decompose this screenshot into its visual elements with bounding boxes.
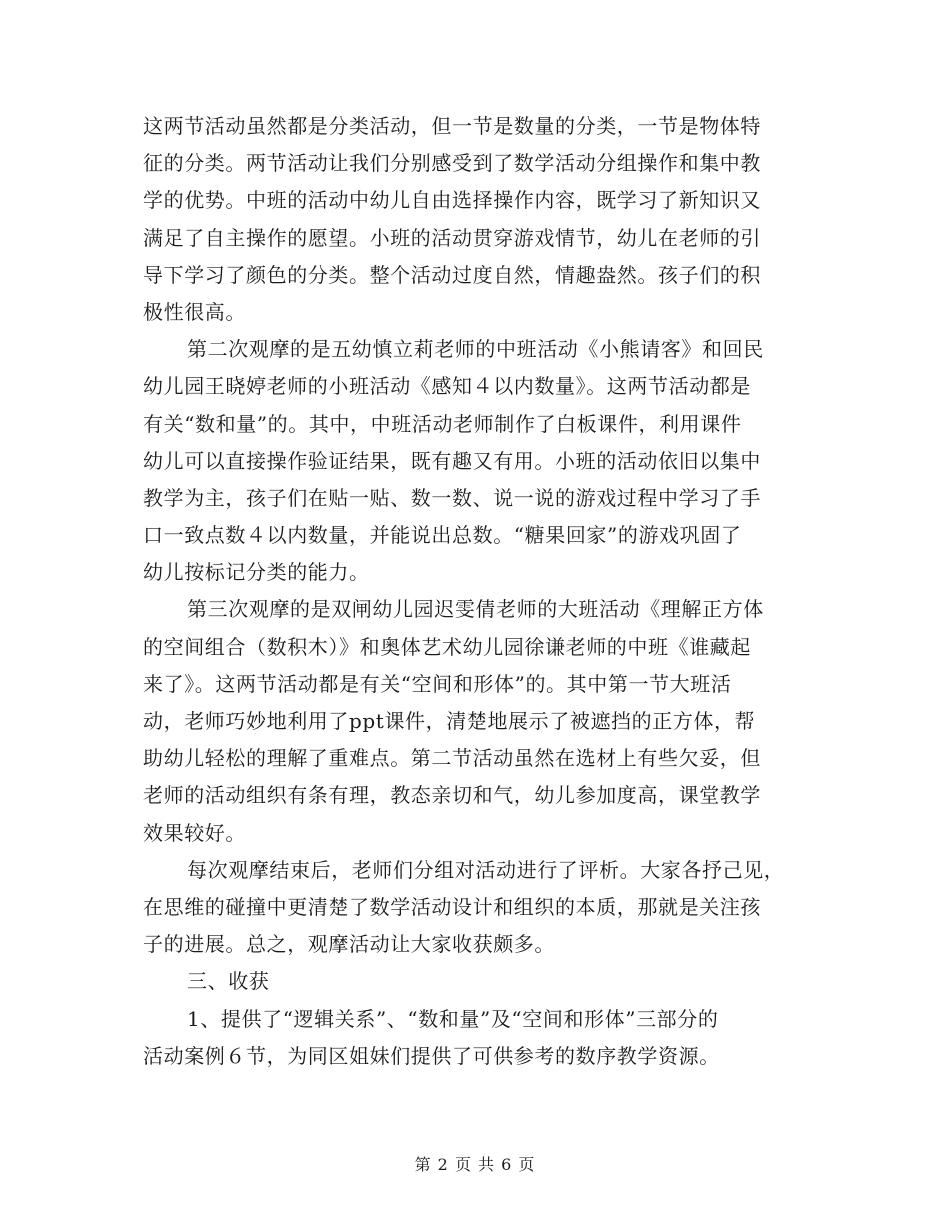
text-line: 第二次观摩的是五幼慎立莉老师的中班活动《小熊请客》和回民 xyxy=(187,337,764,362)
text-line: 极性很高。 xyxy=(143,299,246,324)
text-line: 这两节活动虽然都是分类活动，但一节是数量的分类，一节是物体特 xyxy=(143,114,761,138)
text-line: 幼儿园王晓婷老师的小班活动《感知４以内数量》。这两节活动都是 xyxy=(143,374,751,399)
text-line: 在思维的碰撞中更清楚了数学活动设计和组织的本质，那就是关注孩 xyxy=(143,894,761,919)
text-line: 第三次观摩的是双闸幼儿园迟雯倩老师的大班活动《理解正方体 xyxy=(187,597,764,622)
text-line: 三、收获 xyxy=(187,969,270,994)
document-body xyxy=(143,108,813,1075)
text-line: 子的进展。总之，观摩活动让大家收获颇多。 xyxy=(143,932,555,957)
text-line: 每次观摩结束后，老师们分组对活动进行了评析。大家各抒己见， xyxy=(187,857,785,882)
text-line: 幼儿可以直接操作验证结果，既有趣又有用。小班的活动依旧以集中 xyxy=(143,448,761,473)
text-line: 助幼儿轻松的理解了重难点。第二节活动虽然在选材上有些欠妥，但 xyxy=(143,746,761,771)
text-line: 的空间组合（数积木）》和奥体艺术幼儿园徐谦老师的中班《谁藏起 xyxy=(143,634,751,659)
text-line: 学的优势。中班的活动中幼儿自由选择操作内容，既学习了新知识又 xyxy=(143,188,761,213)
page-footer: 第 2 页 共 6 页 xyxy=(414,1155,536,1174)
text-line: 老师的活动组织有条有理，教态亲切和气，幼儿参加度高，课堂教学 xyxy=(143,783,761,808)
text-line: 1、提供了“逻辑关系”、“数和量”及“空间和形体”三部分的 xyxy=(187,1006,719,1031)
text-line: 幼儿按标记分类的能力。 xyxy=(143,560,370,585)
text-line: 口一致点数４以内数量，并能说出总数。“糖果回家”的游戏巩固了 xyxy=(143,523,742,548)
text-line: 导下学习了颜色的分类。整个活动过度自然，情趣盎然。孩子们的积 xyxy=(143,262,761,287)
text-line: 来了》。这两节活动都是有关“空间和形体”的。其中第一节大班活 xyxy=(143,671,732,696)
text-line: 效果较好。 xyxy=(143,820,246,845)
text-line: 满足了自主操作的愿望。小班的活动贯穿游戏情节，幼儿在老师的引 xyxy=(143,225,761,250)
text-line: 征的分类。两节活动让我们分别感受到了数学活动分组操作和集中教 xyxy=(143,151,761,176)
text-line: 有关“数和量”的。其中，中班活动老师制作了白板课件，利用课件 xyxy=(143,411,742,436)
text-line: 教学为主，孩子们在贴一贴、数一数、说一说的游戏过程中学习了手 xyxy=(143,485,761,510)
text-line: 动，老师巧妙地利用了ppt课件，清楚地展示了被遮挡的正方体，帮 xyxy=(143,709,756,733)
text-line: 活动案例６节，为同区姐妹们提供了可供参考的数序教学资源。 xyxy=(143,1043,720,1068)
